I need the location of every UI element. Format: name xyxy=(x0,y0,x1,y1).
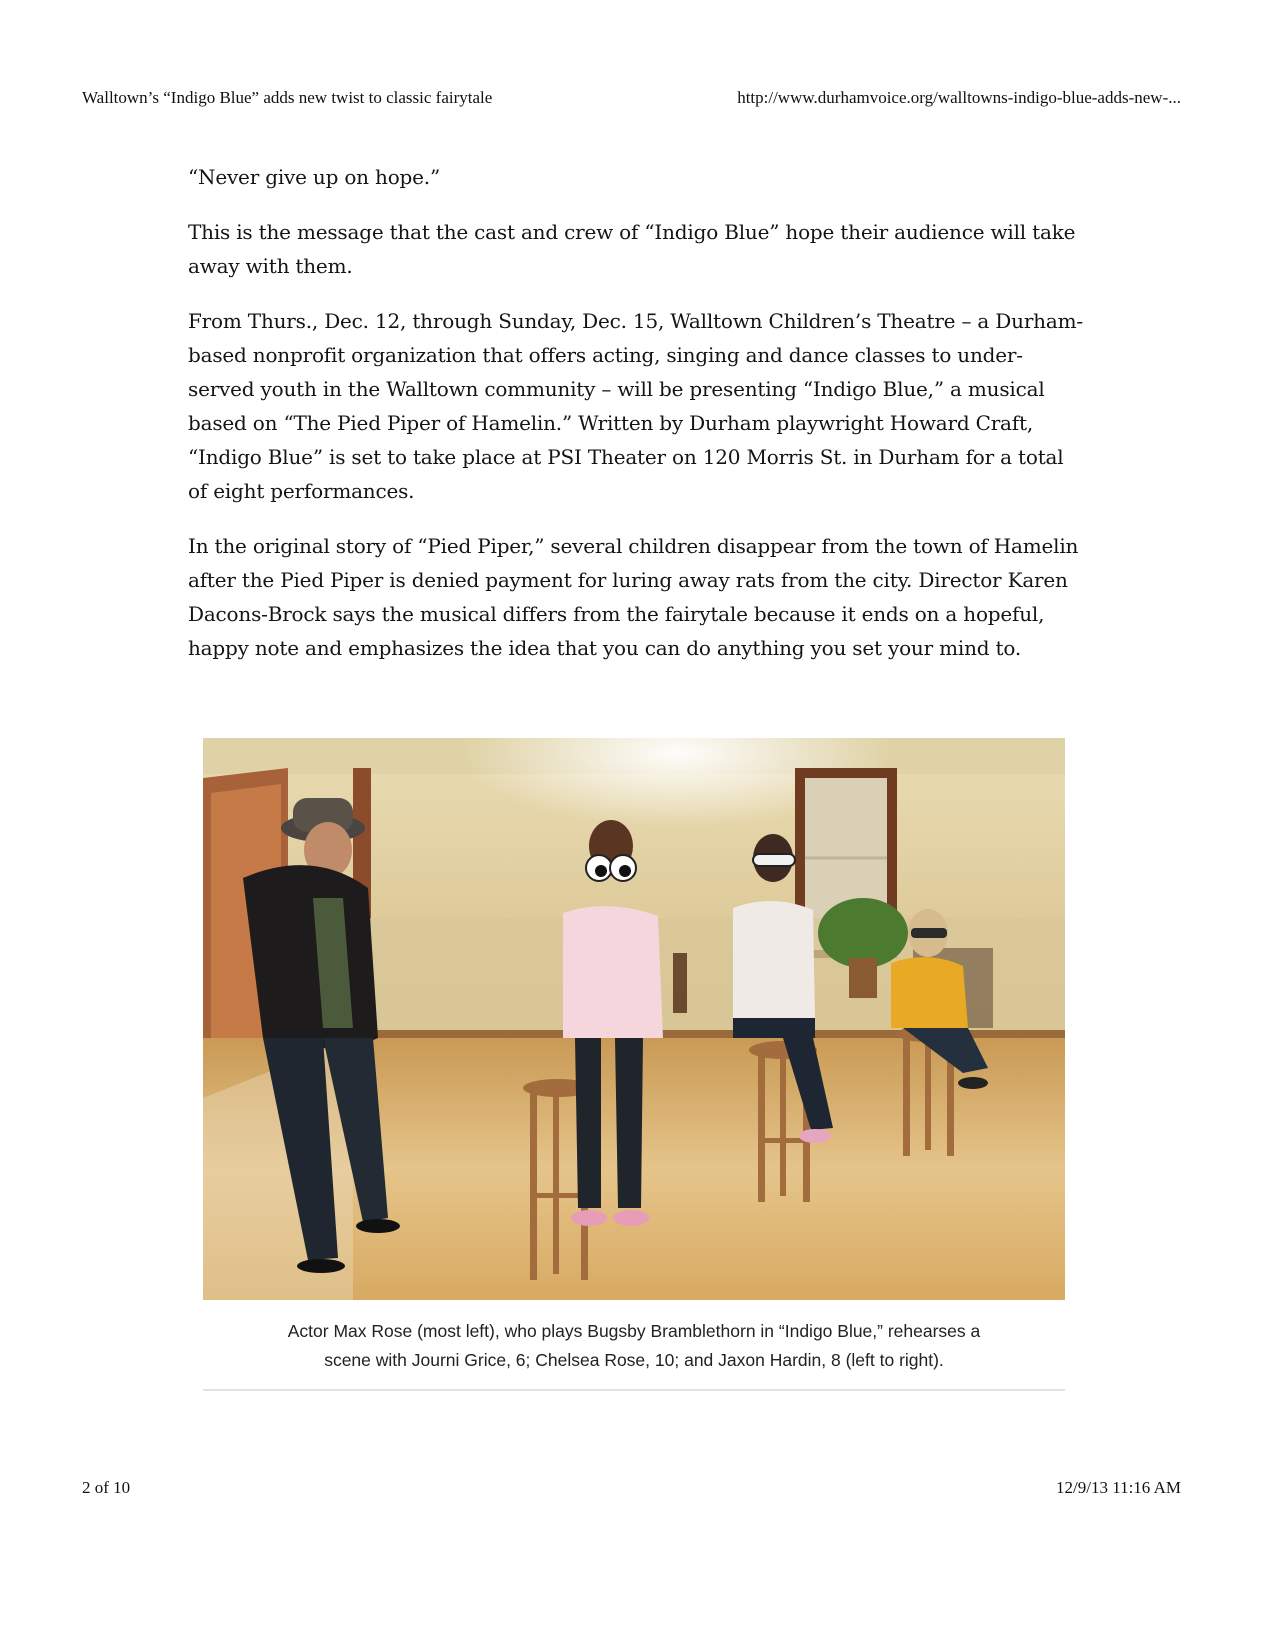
photo-caption xyxy=(203,1317,1065,1375)
print-timestamp: 12/9/13 11:16 AM xyxy=(1056,1478,1181,1497)
article-paragraph-1: “Never give up on hope.” xyxy=(188,165,440,189)
print-header xyxy=(82,88,1181,112)
page-url[interactable]: http://www.durhamvoice.org/walltowns-indigo-blue-adds-new-... xyxy=(737,88,1181,107)
page-number: 2 of 10 xyxy=(82,1478,131,1497)
caption-line-1: Actor Max Rose (most left), who plays Bugsby Bramblethorn in “Indigo Blue,” rehearses a xyxy=(287,1321,981,1341)
article-figure xyxy=(203,738,1065,1391)
caption-line-2: scene with Journi Grice, 6; Chelsea Rose, 10; and Jaxon Hardin, 8 (left to right). xyxy=(324,1350,944,1370)
article-paragraph-2: This is the message that the cast and crew of “Indigo Blue” hope their audience will take away with them. xyxy=(188,220,1076,278)
article-paragraph-4: In the original story of “Pied Piper,” several children disappear from the town of Hamelin after the Pied Piper is denied payment for luring away rats from the city. Director Karen Dacons-Brock says the musical differs from the fairytale because it ends on a hopeful, happy note and emphasizes the idea that you can do anything you set your mind to. xyxy=(188,534,1079,660)
article-body xyxy=(188,160,1088,686)
print-footer xyxy=(82,1478,1181,1502)
rehearsal-photo xyxy=(203,738,1065,1300)
article-paragraph-3: From Thurs., Dec. 12, through Sunday, Dec. 15, Walltown Children’s Theatre – a Durham-based nonprofit organization that offers acting, singing and dance classes to under-served youth in the Walltown community – will be presenting “Indigo Blue,” a musical based on “The Pied Piper of Hamelin.” Written by Durham playwright Howard Craft, “Indigo Blue” is set to take place at PSI Theater on 120 Morris St. in Durham for a total of eight performances. xyxy=(188,309,1083,503)
page-title: Walltown’s “Indigo Blue” adds new twist to classic fairytale xyxy=(82,88,493,107)
divider xyxy=(203,1389,1065,1391)
